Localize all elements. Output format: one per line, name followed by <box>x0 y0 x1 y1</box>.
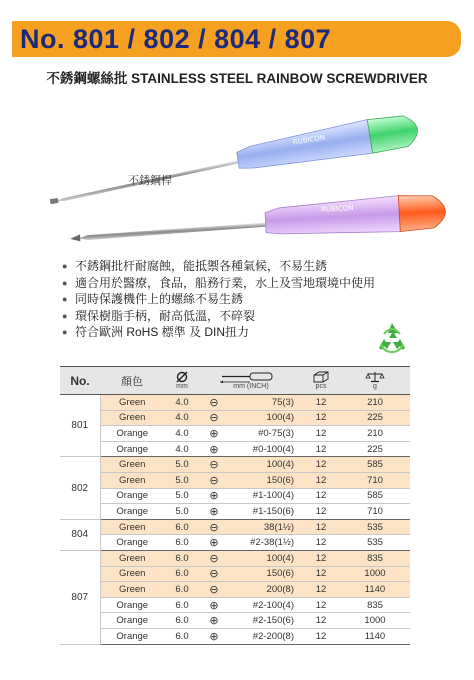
weight-cell: 710 <box>340 472 410 488</box>
weight-cell: 210 <box>340 426 410 442</box>
tip-type-icon: ⊖ <box>200 395 228 411</box>
tip-type-icon: ⊖ <box>200 550 228 566</box>
tip-type-icon: ⊖ <box>200 519 228 535</box>
table-row <box>60 488 410 504</box>
color-cell: Green <box>100 410 164 426</box>
weight-cell: 585 <box>340 457 410 473</box>
feature-item: ● 不銹鋼批杆耐腐蝕，能抵禦各種氣候，不易生銹 <box>62 258 442 275</box>
box-icon <box>312 371 330 383</box>
pcs-cell: 12 <box>302 535 340 551</box>
color-cell: Green <box>100 550 164 566</box>
phillips-screwdriver-orange <box>69 193 446 249</box>
screwdriver-length-icon <box>216 371 286 383</box>
tip-type-icon: ⊕ <box>200 597 228 613</box>
weight-unit: g <box>373 383 377 390</box>
color-cell: Green <box>100 457 164 473</box>
header-no: No. <box>60 367 100 395</box>
header-weight <box>340 367 410 395</box>
tip-type-icon: ⊕ <box>200 628 228 644</box>
size-cell: #2-200(8) <box>228 628 302 644</box>
color-cell: Orange <box>100 597 164 613</box>
color-cell: Green <box>100 519 164 535</box>
size-cell: #2-100(4) <box>228 597 302 613</box>
size-unit-inch: (INCH) <box>246 383 269 390</box>
size-cell: 100(4) <box>228 457 302 473</box>
weight-cell: 585 <box>340 488 410 504</box>
size-cell: #0-75(3) <box>228 426 302 442</box>
pcs-cell: 12 <box>302 628 340 644</box>
size-cell: 150(6) <box>228 566 302 582</box>
size-cell: 100(4) <box>228 550 302 566</box>
weight-cell: 835 <box>340 597 410 613</box>
tip-type-icon: ⊖ <box>200 472 228 488</box>
table-row <box>60 550 410 566</box>
brand-label-bottom: RUBICON <box>320 204 354 214</box>
size-cell: 38(1½) <box>228 519 302 535</box>
size-cell: #1-150(6) <box>228 504 302 520</box>
weight-cell: 1140 <box>340 582 410 598</box>
tip-type-icon: ⊖ <box>200 566 228 582</box>
size-unit: mm <box>233 383 245 390</box>
weight-cell: 835 <box>340 550 410 566</box>
page-title: No. 801 / 802 / 804 / 807 <box>20 24 332 54</box>
model-number: 804 <box>60 519 100 550</box>
feature-item: ● 適合用於醫療，食品，船務行業，水上及雪地環境中使用 <box>62 275 442 292</box>
pcs-cell: 12 <box>302 472 340 488</box>
diameter-cell: 5.0 <box>164 504 200 520</box>
diameter-cell: 5.0 <box>164 472 200 488</box>
diameter-cell: 6.0 <box>164 535 200 551</box>
header-pcs <box>302 367 340 395</box>
diameter-cell: 6.0 <box>164 613 200 629</box>
table-row <box>60 582 410 598</box>
weight-cell: 1000 <box>340 566 410 582</box>
brand-label-top: RUBICON <box>292 133 326 147</box>
color-cell: Orange <box>100 504 164 520</box>
table-row <box>60 457 410 473</box>
diameter-cell: 6.0 <box>164 550 200 566</box>
header-bar <box>12 21 461 57</box>
weight-cell: 225 <box>340 441 410 457</box>
table-row <box>60 597 410 613</box>
color-cell: Orange <box>100 426 164 442</box>
tip-type-icon: ⊕ <box>200 613 228 629</box>
table-header-row <box>60 367 410 395</box>
color-cell: Green <box>100 582 164 598</box>
spec-table <box>60 366 410 645</box>
table-row <box>60 395 410 411</box>
product-subtitle: 不銹鋼螺絲批 STAINLESS STEEL RAINBOW SCREWDRIVER <box>46 71 428 86</box>
table-row <box>60 426 410 442</box>
color-cell: Orange <box>100 535 164 551</box>
pcs-cell: 12 <box>302 519 340 535</box>
model-number: 807 <box>60 550 100 644</box>
size-cell: 75(3) <box>228 395 302 411</box>
diameter-cell: 4.0 <box>164 441 200 457</box>
weight-cell: 1140 <box>340 628 410 644</box>
diameter-unit: mm <box>176 383 188 390</box>
table-row <box>60 504 410 520</box>
pcs-cell: 12 <box>302 597 340 613</box>
diameter-cell: 6.0 <box>164 582 200 598</box>
tip-type-icon: ⊕ <box>200 426 228 442</box>
table-row <box>60 535 410 551</box>
table-row <box>60 441 410 457</box>
pcs-cell: 12 <box>302 441 340 457</box>
slotted-screwdriver-green <box>45 112 420 204</box>
size-cell: 150(6) <box>228 472 302 488</box>
tip-type-icon: ⊕ <box>200 488 228 504</box>
feature-item: ● 環保樹脂手柄，耐高低溫，不碎裂 <box>62 308 442 325</box>
tip-type-icon: ⊖ <box>200 457 228 473</box>
size-cell: #2-150(6) <box>228 613 302 629</box>
weight-cell: 535 <box>340 535 410 551</box>
scale-icon <box>365 371 385 383</box>
tip-type-icon: ⊕ <box>200 441 228 457</box>
pcs-cell: 12 <box>302 566 340 582</box>
header-color: 顏色 <box>100 367 164 395</box>
size-cell: 200(8) <box>228 582 302 598</box>
color-cell: Green <box>100 472 164 488</box>
spec-table-body <box>60 395 410 645</box>
model-number: 801 <box>60 395 100 457</box>
diameter-cell: 4.0 <box>164 426 200 442</box>
size-cell: #0-100(4) <box>228 441 302 457</box>
table-row <box>60 410 410 426</box>
diameter-cell: 6.0 <box>164 566 200 582</box>
tip-type-icon: ⊖ <box>200 582 228 598</box>
diameter-cell: 6.0 <box>164 628 200 644</box>
model-number: 802 <box>60 457 100 519</box>
table-row <box>60 613 410 629</box>
tip-type-icon: ⊖ <box>200 410 228 426</box>
pcs-cell: 12 <box>302 582 340 598</box>
pcs-unit: pcs <box>315 383 327 390</box>
diameter-cell: 5.0 <box>164 457 200 473</box>
pcs-cell: 12 <box>302 613 340 629</box>
tip-type-icon: ⊕ <box>200 535 228 551</box>
table-row <box>60 519 410 535</box>
weight-cell: 535 <box>340 519 410 535</box>
size-cell: #1-100(4) <box>228 488 302 504</box>
color-cell: Orange <box>100 488 164 504</box>
feature-item: ● 符合歐洲 RoHS 標準 及 DIN扭力 <box>62 324 442 341</box>
feature-item: ● 同時保護機件上的螺絲不易生銹 <box>62 291 442 308</box>
pcs-cell: 12 <box>302 410 340 426</box>
recycle-icon <box>374 320 410 356</box>
table-row <box>60 472 410 488</box>
table-row <box>60 628 410 644</box>
table-row <box>60 566 410 582</box>
weight-cell: 210 <box>340 395 410 411</box>
size-cell: #2-38(1½) <box>228 535 302 551</box>
color-cell: Orange <box>100 441 164 457</box>
diameter-cell: 4.0 <box>164 395 200 411</box>
weight-cell: 1000 <box>340 613 410 629</box>
weight-cell: 225 <box>340 410 410 426</box>
header-size <box>200 367 302 395</box>
pcs-cell: 12 <box>302 550 340 566</box>
weight-cell: 710 <box>340 504 410 520</box>
pcs-cell: 12 <box>302 488 340 504</box>
pcs-cell: 12 <box>302 504 340 520</box>
screwdriver-illustration <box>40 110 460 260</box>
header-diameter <box>164 367 200 395</box>
pcs-cell: 12 <box>302 395 340 411</box>
diameter-cell: 6.0 <box>164 597 200 613</box>
pcs-cell: 12 <box>302 426 340 442</box>
color-cell: Orange <box>100 613 164 629</box>
pcs-cell: 12 <box>302 457 340 473</box>
stainless-rod-label: 不銹鋼桿 <box>128 175 172 187</box>
diameter-icon <box>176 371 188 383</box>
diameter-cell: 5.0 <box>164 488 200 504</box>
diameter-cell: 4.0 <box>164 410 200 426</box>
size-cell: 100(4) <box>228 410 302 426</box>
color-cell: Orange <box>100 628 164 644</box>
color-cell: Green <box>100 395 164 411</box>
tip-type-icon: ⊕ <box>200 504 228 520</box>
diameter-cell: 6.0 <box>164 519 200 535</box>
color-cell: Green <box>100 566 164 582</box>
